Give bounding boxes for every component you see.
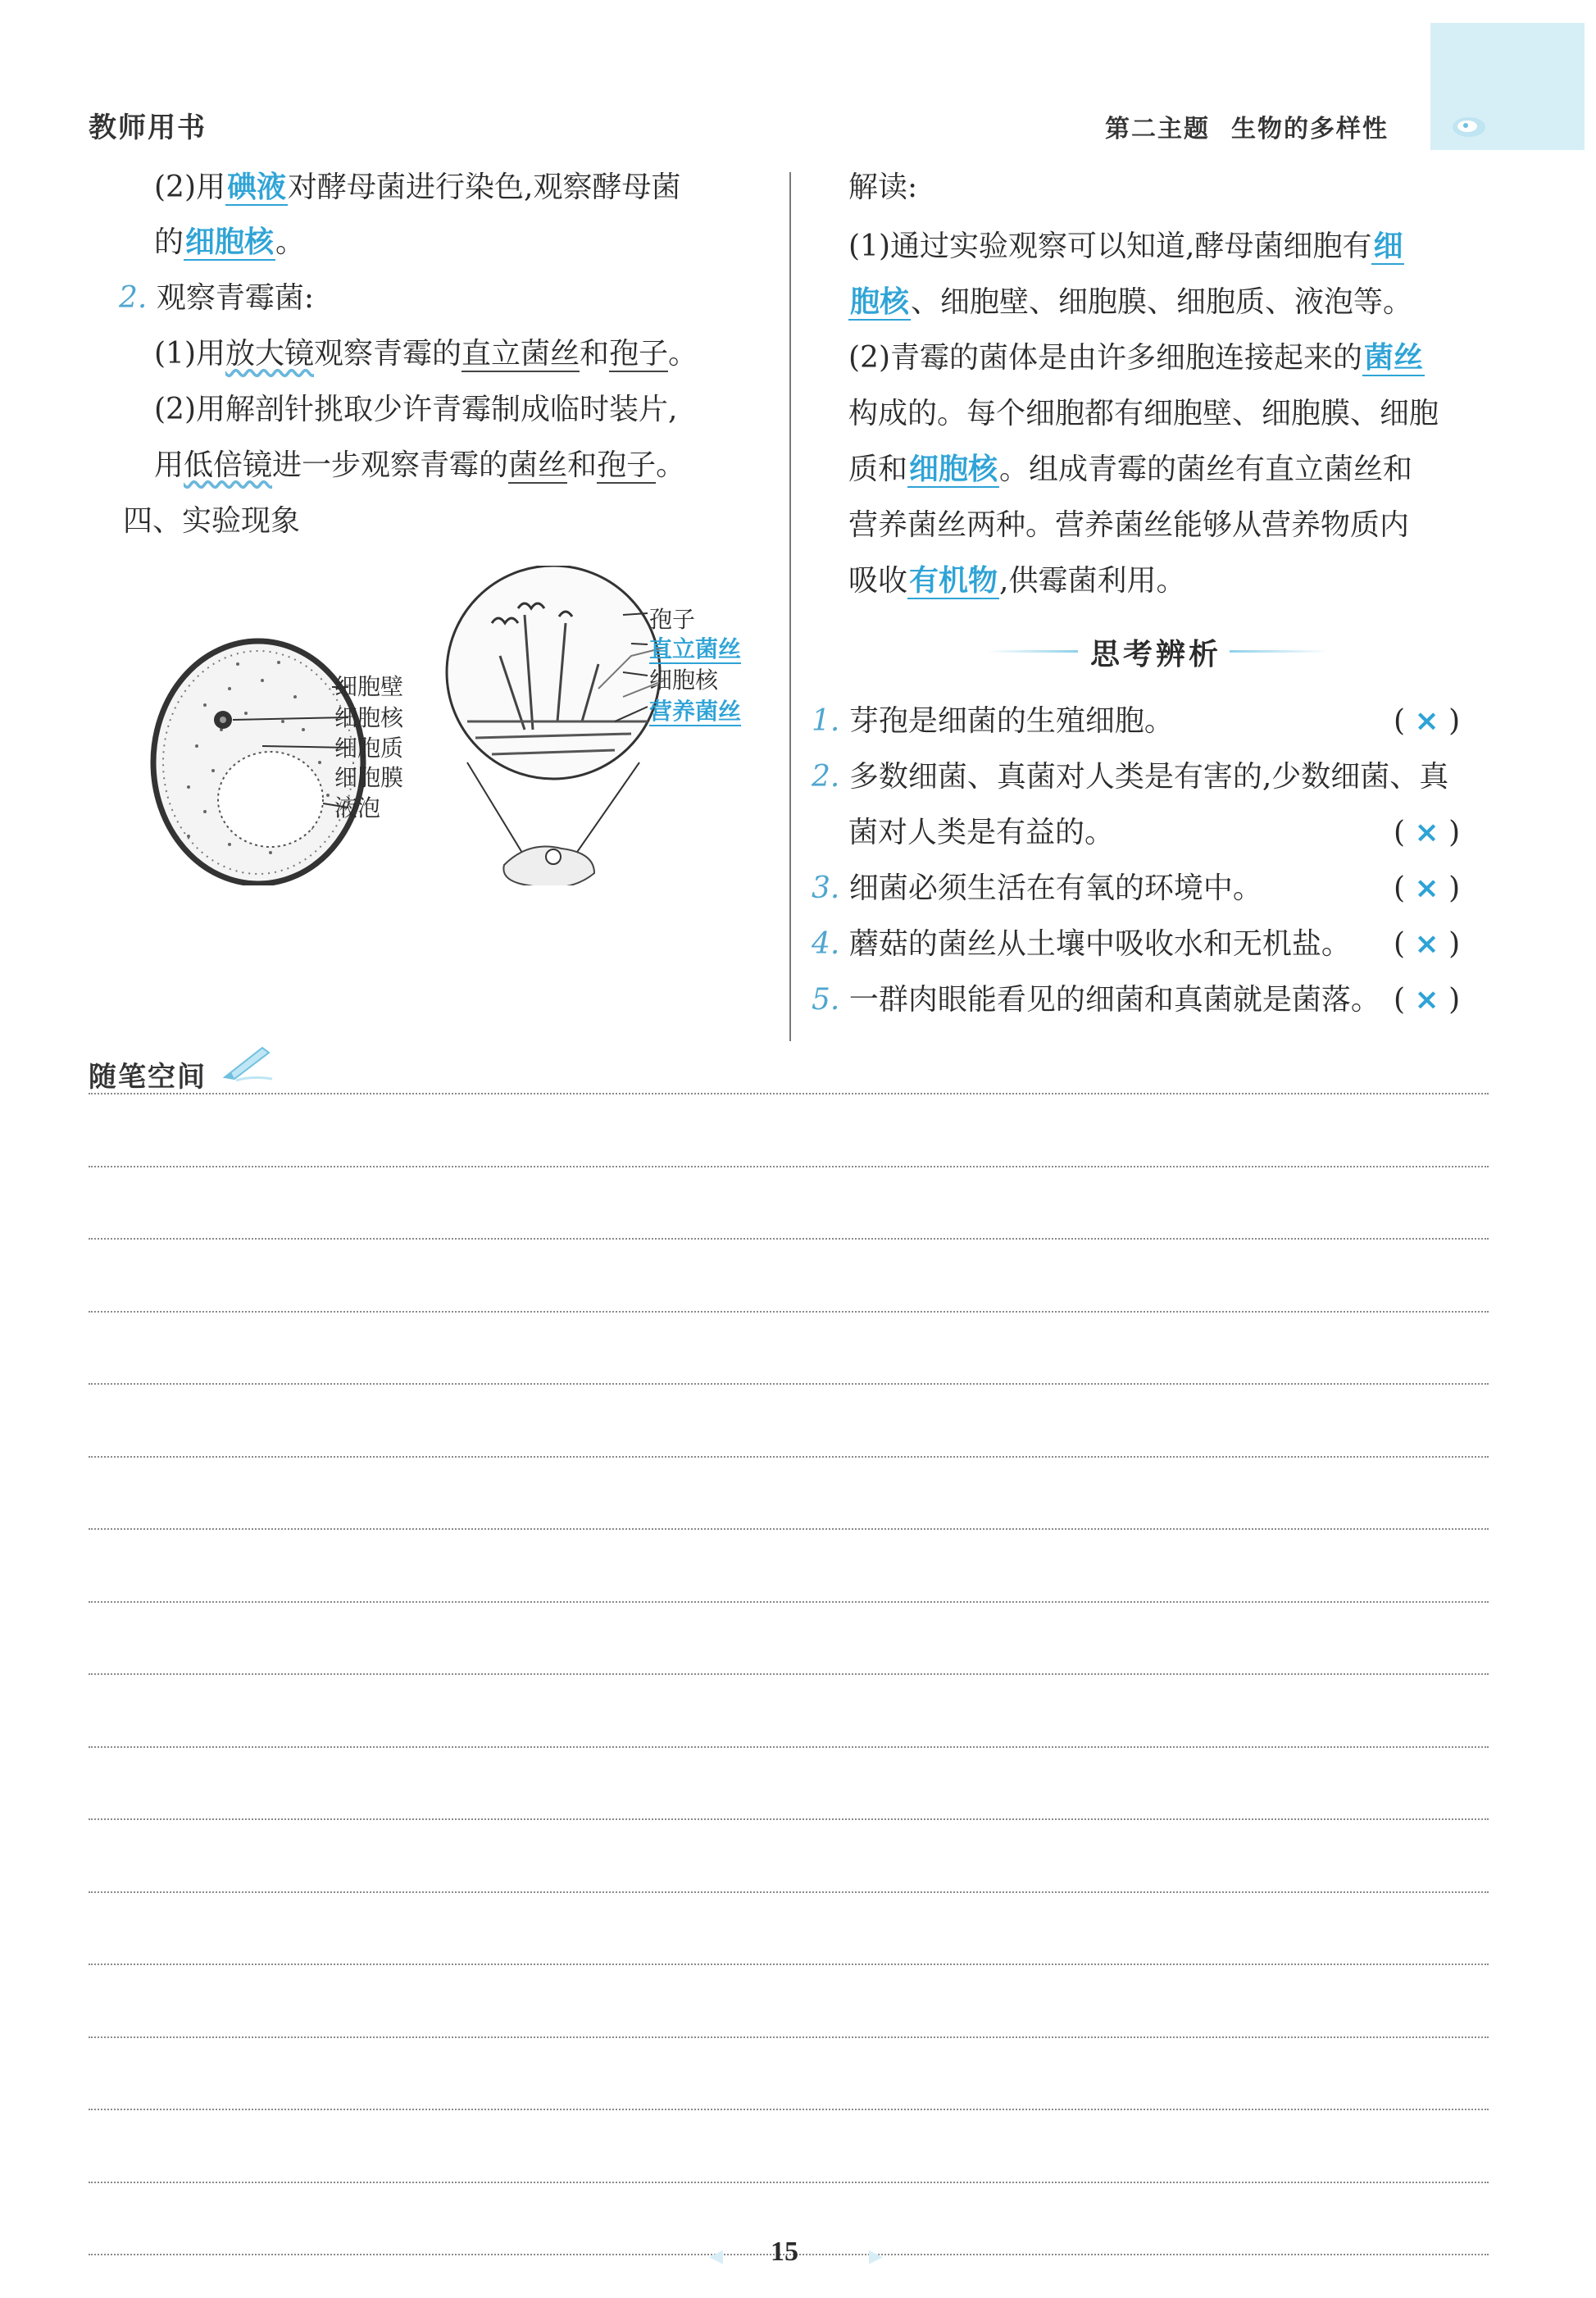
- writing-line: [89, 1166, 1489, 1167]
- writing-line: [89, 1528, 1489, 1530]
- right-line-0: 解读:: [848, 171, 918, 204]
- text: 质和: [848, 453, 908, 486]
- wavy-emphasis: 低倍镜: [184, 448, 273, 482]
- underlined-term: 孢子: [597, 448, 657, 482]
- yeast-label: 细胞质: [334, 735, 404, 762]
- left-line-3: [119, 279, 314, 318]
- text: (1)用: [154, 337, 225, 371]
- answer-bracket: ( × ): [1394, 927, 1461, 961]
- writing-line: [89, 1093, 1489, 1094]
- right-line-1: [848, 227, 1404, 266]
- writing-line: [89, 1311, 1489, 1313]
- cross-mark: ×: [1414, 704, 1439, 738]
- right-line-7: [848, 562, 1185, 601]
- text: 、细胞壁、细胞膜、细胞质、液泡等。: [911, 285, 1413, 319]
- text: 和: [580, 337, 610, 371]
- cross-mark: ×: [1414, 871, 1439, 905]
- item-number: 4.: [812, 927, 840, 961]
- answer-bracket: ( × ): [1394, 816, 1461, 849]
- text: 进一步观察青霉的: [272, 448, 509, 482]
- writing-line: [89, 2109, 1489, 2110]
- thinking-item: [812, 702, 1174, 741]
- header-topic: 生物的多样性: [1231, 115, 1389, 143]
- writing-line: [89, 1456, 1489, 1458]
- mold-label-erect-hypha: 直立菌丝: [649, 635, 742, 662]
- thinking-item: [812, 981, 1380, 1020]
- yeast-label: 液泡: [334, 794, 381, 821]
- header-chapter: [1105, 108, 1389, 144]
- writing-line: [89, 1673, 1489, 1675]
- writing-line: [89, 1601, 1489, 1603]
- mold-label-spore: 孢子: [649, 606, 696, 633]
- text: 观察青霉的: [314, 337, 462, 371]
- yeast-label: 细胞壁: [334, 673, 404, 700]
- text: 。: [668, 337, 698, 371]
- yeast-label: 细胞膜: [334, 764, 404, 791]
- left-line-4: [154, 334, 698, 374]
- text: (1)通过实验观察可以知道,酵母菌细胞有: [848, 230, 1372, 263]
- right-line-4: 构成的。每个细胞都有细胞壁、细胞膜、细胞: [848, 397, 1439, 430]
- text: (2)青霉的菌体是由许多细胞连接起来的: [848, 341, 1362, 375]
- pen-icon: [220, 1043, 277, 1082]
- text: 的: [154, 225, 184, 259]
- item-number: 2.: [119, 281, 148, 315]
- right-line-3: [848, 339, 1425, 378]
- text: 一群肉眼能看见的细菌和真菌就是菌落。: [848, 983, 1380, 1017]
- text: 和: [567, 448, 598, 482]
- text: 蘑菇的菌丝从土壤中吸收水和无机盐。: [848, 927, 1351, 961]
- item-number: 3.: [812, 871, 840, 905]
- thinking-section-title: 思考辨析: [1090, 638, 1222, 671]
- writing-line: [89, 1383, 1489, 1385]
- left-line-2: [154, 223, 305, 262]
- title-decoration-right: [1230, 650, 1328, 653]
- answer-bracket: ( × ): [1394, 871, 1461, 905]
- text: 芽孢是细菌的生殖细胞。: [848, 704, 1174, 738]
- text: ,供霉菌利用。: [999, 564, 1186, 598]
- text: (2)用: [154, 171, 225, 204]
- thinking-item-cont: 菌对人类是有益的。: [848, 816, 1115, 849]
- answer-fill: 细胞核: [909, 453, 998, 486]
- thinking-item: [812, 925, 1351, 964]
- page-next-arrow: ▶: [869, 2246, 883, 2267]
- writing-line: [89, 2036, 1489, 2038]
- underlined-term: 直立菌丝: [462, 337, 580, 371]
- item-number: 2.: [812, 760, 840, 794]
- text: 多数细菌、真菌对人类是有害的,少数细菌、真: [848, 760, 1449, 794]
- thinking-item: [812, 869, 1262, 908]
- answer-fill: 有机物: [909, 564, 998, 598]
- answer-fill: 细: [1373, 230, 1403, 263]
- text: 吸收: [848, 564, 908, 598]
- answer-fill: 胞核: [850, 285, 910, 319]
- writing-line: [89, 1818, 1489, 1820]
- right-line-6: 营养菌丝两种。营养菌丝能够从营养物质内: [848, 508, 1410, 542]
- text: 。组成青霉的菌丝有直立菌丝和: [999, 453, 1413, 486]
- wavy-emphasis: 放大镜: [225, 337, 315, 371]
- left-line-5: (2)用解剖针挑取少许青霉制成临时装片,: [154, 393, 678, 426]
- writing-line: [89, 1238, 1489, 1240]
- cross-mark: ×: [1414, 983, 1439, 1017]
- item-number: 1.: [812, 704, 840, 738]
- writing-line: [89, 1964, 1489, 1965]
- item-number: 5.: [812, 983, 840, 1017]
- underlined-term: 孢子: [609, 337, 669, 371]
- text: 用: [154, 448, 184, 482]
- answer-bracket: ( × ): [1394, 983, 1461, 1017]
- mold-label-nucleus: 细胞核: [649, 667, 719, 694]
- text: 。: [656, 448, 686, 482]
- writing-line: [89, 2182, 1489, 2183]
- text: 观察青霉菌:: [156, 281, 314, 315]
- notes-section-title: 随笔空间: [89, 1061, 207, 1094]
- thinking-item: [812, 758, 1448, 797]
- writing-line: [89, 1891, 1489, 1893]
- cross-mark: ×: [1414, 927, 1439, 961]
- penicillium-drawing: [447, 566, 664, 885]
- right-line-2: [848, 283, 1412, 322]
- answer-fill: 菌丝: [1364, 341, 1424, 375]
- header-theme: 第二主题: [1105, 115, 1210, 143]
- cross-mark: ×: [1414, 816, 1439, 849]
- header-book-label: 教师用书: [89, 111, 207, 144]
- microbe-icon: [1449, 112, 1489, 142]
- column-divider: [789, 172, 791, 1041]
- text: 。: [275, 225, 306, 259]
- yeast-cell-drawing: [153, 641, 363, 884]
- answer-fill: 细胞核: [185, 225, 275, 259]
- right-line-5: [848, 450, 1412, 489]
- left-line-6: [154, 446, 685, 485]
- title-decoration-left: [988, 650, 1078, 653]
- page-prev-arrow: ◀: [709, 2246, 723, 2267]
- writing-line: [89, 1746, 1489, 1748]
- mold-label-nutrient-hypha: 营养菌丝: [649, 698, 742, 725]
- underlined-term: 菌丝: [508, 448, 568, 482]
- answer-fill: 碘液: [227, 171, 287, 204]
- left-line-1: [154, 168, 680, 207]
- text: 对酵母菌进行染色,观察酵母菌: [288, 171, 681, 204]
- yeast-label: 细胞核: [334, 704, 404, 731]
- section-heading-phenomena: 四、实验现象: [123, 504, 301, 538]
- answer-bracket: ( × ): [1394, 704, 1461, 738]
- page-number: 15: [771, 2237, 798, 2267]
- text: 细菌必须生活在有氧的环境中。: [848, 871, 1262, 905]
